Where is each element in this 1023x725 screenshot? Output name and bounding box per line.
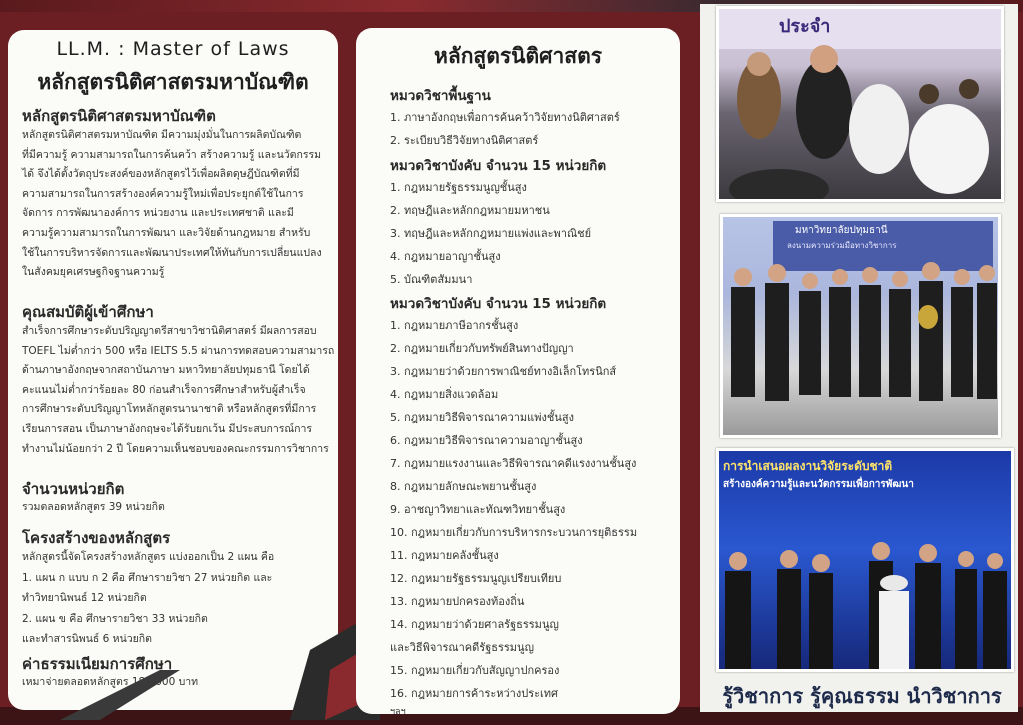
- photo2-banner-line1: มหาวิทยาลัยปทุมธานี: [795, 225, 888, 236]
- section-heading-program: หลักสูตรนิติศาสตรมหาบัณฑิต: [22, 107, 216, 125]
- title-english: LL.M. : Master of Laws: [56, 38, 290, 60]
- section-heading-qualifications: คุณสมบัติผู้เข้าศึกษา: [22, 303, 154, 321]
- structure-text: หลักสูตรนี้จัดโครงสร้างหลักสูตร แบ่งออกเป็น 2 แผน คือ 1. แผน ก แบบ ก 2 คือ ศึกษารายวิชา 27 หน่วยกิต และ ทำวิทยานิพนธ์ 12 หน่วยกิต 2. แผน ข คือ ศึกษารายวิชา 33 หน่วยกิต และทำสารนิพนธ์ 6 หน่วยกิต: [22, 551, 275, 645]
- list-item: 16. กฎหมายการค้าระหว่างประเทศ: [390, 687, 559, 700]
- list-item: 10. กฎหมายเกี่ยวกับการบริหารกระบวนการยุติธรรม: [390, 526, 638, 539]
- photo3-figures: [719, 451, 1011, 669]
- photo2-banner-line2: ลงนามความร่วมมือทางวิชาการ: [787, 241, 897, 250]
- list-item: 5. บัณฑิตสัมมนา: [390, 273, 473, 286]
- photo-signing: [720, 214, 1001, 438]
- list-item: 9. อาชญาวิทยาและทัณฑวิทยาชั้นสูง: [390, 503, 566, 516]
- list-item: 4. กฎหมายอาญาชั้นสูง: [390, 250, 501, 263]
- section-heading-fees: ค่าธรรมเนียมการศึกษา: [22, 655, 173, 673]
- middle-panel: [356, 28, 680, 717]
- list-item: 15. กฎหมายเกี่ยวกับสัญญาปกครอง: [390, 664, 560, 677]
- list-item: 1. กฎหมายรัฐธรรมนูญชั้นสูง: [390, 181, 527, 194]
- list-item: 3. กฎหมายว่าด้วยการพาณิชย์ทางอิเล็กโทรนิกส์: [390, 365, 617, 378]
- photo-ceremony: [716, 6, 1004, 202]
- curriculum-title: หลักสูตรนิติศาสตร: [433, 44, 602, 68]
- group-heading-foundation: หมวดวิชาพื้นฐาน: [390, 88, 491, 104]
- list-item: 2. กฎหมายเกี่ยวกับทรัพย์สินทางปัญญา: [390, 342, 574, 355]
- photo-conference: [716, 448, 1014, 672]
- credits-text: รวมตลอดหลักสูตร 39 หน่วยกิต: [22, 501, 165, 513]
- list-item: 2. ทฤษฎีและหลักกฎหมายมหาชน: [390, 204, 550, 217]
- list-item: 7. กฎหมายแรงงานและวิธีพิจารณาคดีแรงงานชั้นสูง: [390, 457, 637, 470]
- photo2-figures: [723, 217, 998, 435]
- list-item: 1. กฎหมายภาษีอากรชั้นสูง: [390, 319, 519, 332]
- list-item: 3. ทฤษฎีและหลักกฎหมายแพ่งและพาณิชย์: [390, 227, 592, 240]
- list-item: 6. กฎหมายวิธีพิจารณาความอาญาชั้นสูง: [390, 434, 583, 447]
- group-heading-required-2: หมวดวิชาบังคับ จำนวน 15 หน่วยกิต: [390, 296, 607, 312]
- photo1-figures: [719, 9, 1001, 199]
- title-thai: หลักสูตรนิติศาสตรมหาบัณฑิต: [37, 70, 309, 94]
- program-description: หลักสูตรนิติศาสตรมหาบัณฑิต มีความมุ่งมั่นในการผลิตบัณฑิต ที่มีความรู้ ความสามารถในการค้นคว้า สร้างความรู้ และนวัตกรรม ได้ จึงได้ตั้งวัตถุประสงค์ของหลักสูตรไว้เพื่อผลิตดุษฎีบัณฑิตที่มี ความสามารถในการสร้างองค์ความรู้ใหม่เพื่อประยุกต์ใช้ในการ จัดการ การพัฒนาองค์การ หน่วยงาน และประเทศชาติ และมี ความรู้ความสามารถในการพัฒนา และวิจัยด้านกฎหมาย สำหรับ ใช้ในการบริหารจัดการและพัฒนาประเทศให้ทันกับการเปลี่ยนแปลง ในสังคมยุคเศรษฐกิจฐานความรู้: [22, 129, 322, 279]
- fees-text: เหมาจ่ายตลอดหลักสูตร 180,000 บาท: [22, 676, 199, 688]
- list-item: 8. กฎหมายลักษณะพยานชั้นสูง: [390, 480, 537, 493]
- left-panel: [8, 30, 338, 710]
- decorative-stripes: [60, 610, 380, 720]
- list-item: 5. กฎหมายวิธีพิจารณาความแพ่งชั้นสูง: [390, 411, 574, 424]
- list-item: 12. กฎหมายรัฐธรรมนูญเปรียบเทียบ: [390, 572, 562, 585]
- photo1-banner-text: ประจำ: [779, 16, 831, 37]
- section-heading-credits: จำนวนหน่วยกิต: [22, 480, 125, 498]
- group-heading-required-1: หมวดวิชาบังคับ จำนวน 15 หน่วยกิต: [390, 158, 607, 174]
- list-item: และวิธีพิจารณาคดีรัฐธรรมนูญ: [390, 641, 534, 654]
- qualifications-text: สำเร็จการศึกษาระดับปริญญาตรีสาขาวิชานิติศาสตร์ มีผลการสอบ TOEFL ไม่ต่ำกว่า 500 หรือ IELTS 5.5 ผ่านการทดสอบความสามารถ ด้านภาษาอังกฤษจากสถาบันภาษา มหาวิทยาลัยปทุมธานี โดยได้ คะแนนไม่ต่ำกว่าร้อยละ 80 ก่อนสำเร็จการศึกษาสำหรับผู้สำเร็จ การศึกษาระดับปริญญาโทหลักสูตรนานาชาติ หรือหลักสูตรที่มีการ เรียนการสอน เป็นภาษาอังกฤษจะได้รับยกเว้น มีประสบการณ์การ ทำงานไม่น้อยกว่า 2 ปี โดยความเห็นชอบของคณะกรรมการวิชาการ: [22, 325, 335, 455]
- list-item: 4. กฎหมายสิ่งแวดล้อม: [390, 388, 499, 401]
- photo3-banner-line2: สร้างองค์ความรู้และนวัตกรรมเพื่อการพัฒนา: [723, 479, 914, 490]
- list-item: 1. ภาษาอังกฤษเพื่อการค้นคว้าวิจัยทางนิติศาสตร์: [390, 111, 620, 124]
- list-item: 14. กฎหมายว่าด้วยศาลรัฐธรรมนูญ: [390, 618, 559, 631]
- list-item-etc: ฯลฯ: [390, 707, 406, 717]
- list-item: 13. กฎหมายปกครองท้องถิ่น: [390, 595, 525, 608]
- photo3-banner-line1: การนำเสนอผลงานวิจัยระดับชาติ: [723, 459, 893, 473]
- section-heading-structure: โครงสร้างของหลักสูตร: [22, 529, 171, 547]
- slogan: รู้วิชาการ รู้คุณธรรม นำวิชาการ: [722, 684, 1002, 708]
- list-item: 11. กฎหมายคลังชั้นสูง: [390, 549, 499, 562]
- list-item: 2. ระเบียบวิธีวิจัยทางนิติศาสตร์: [390, 134, 539, 147]
